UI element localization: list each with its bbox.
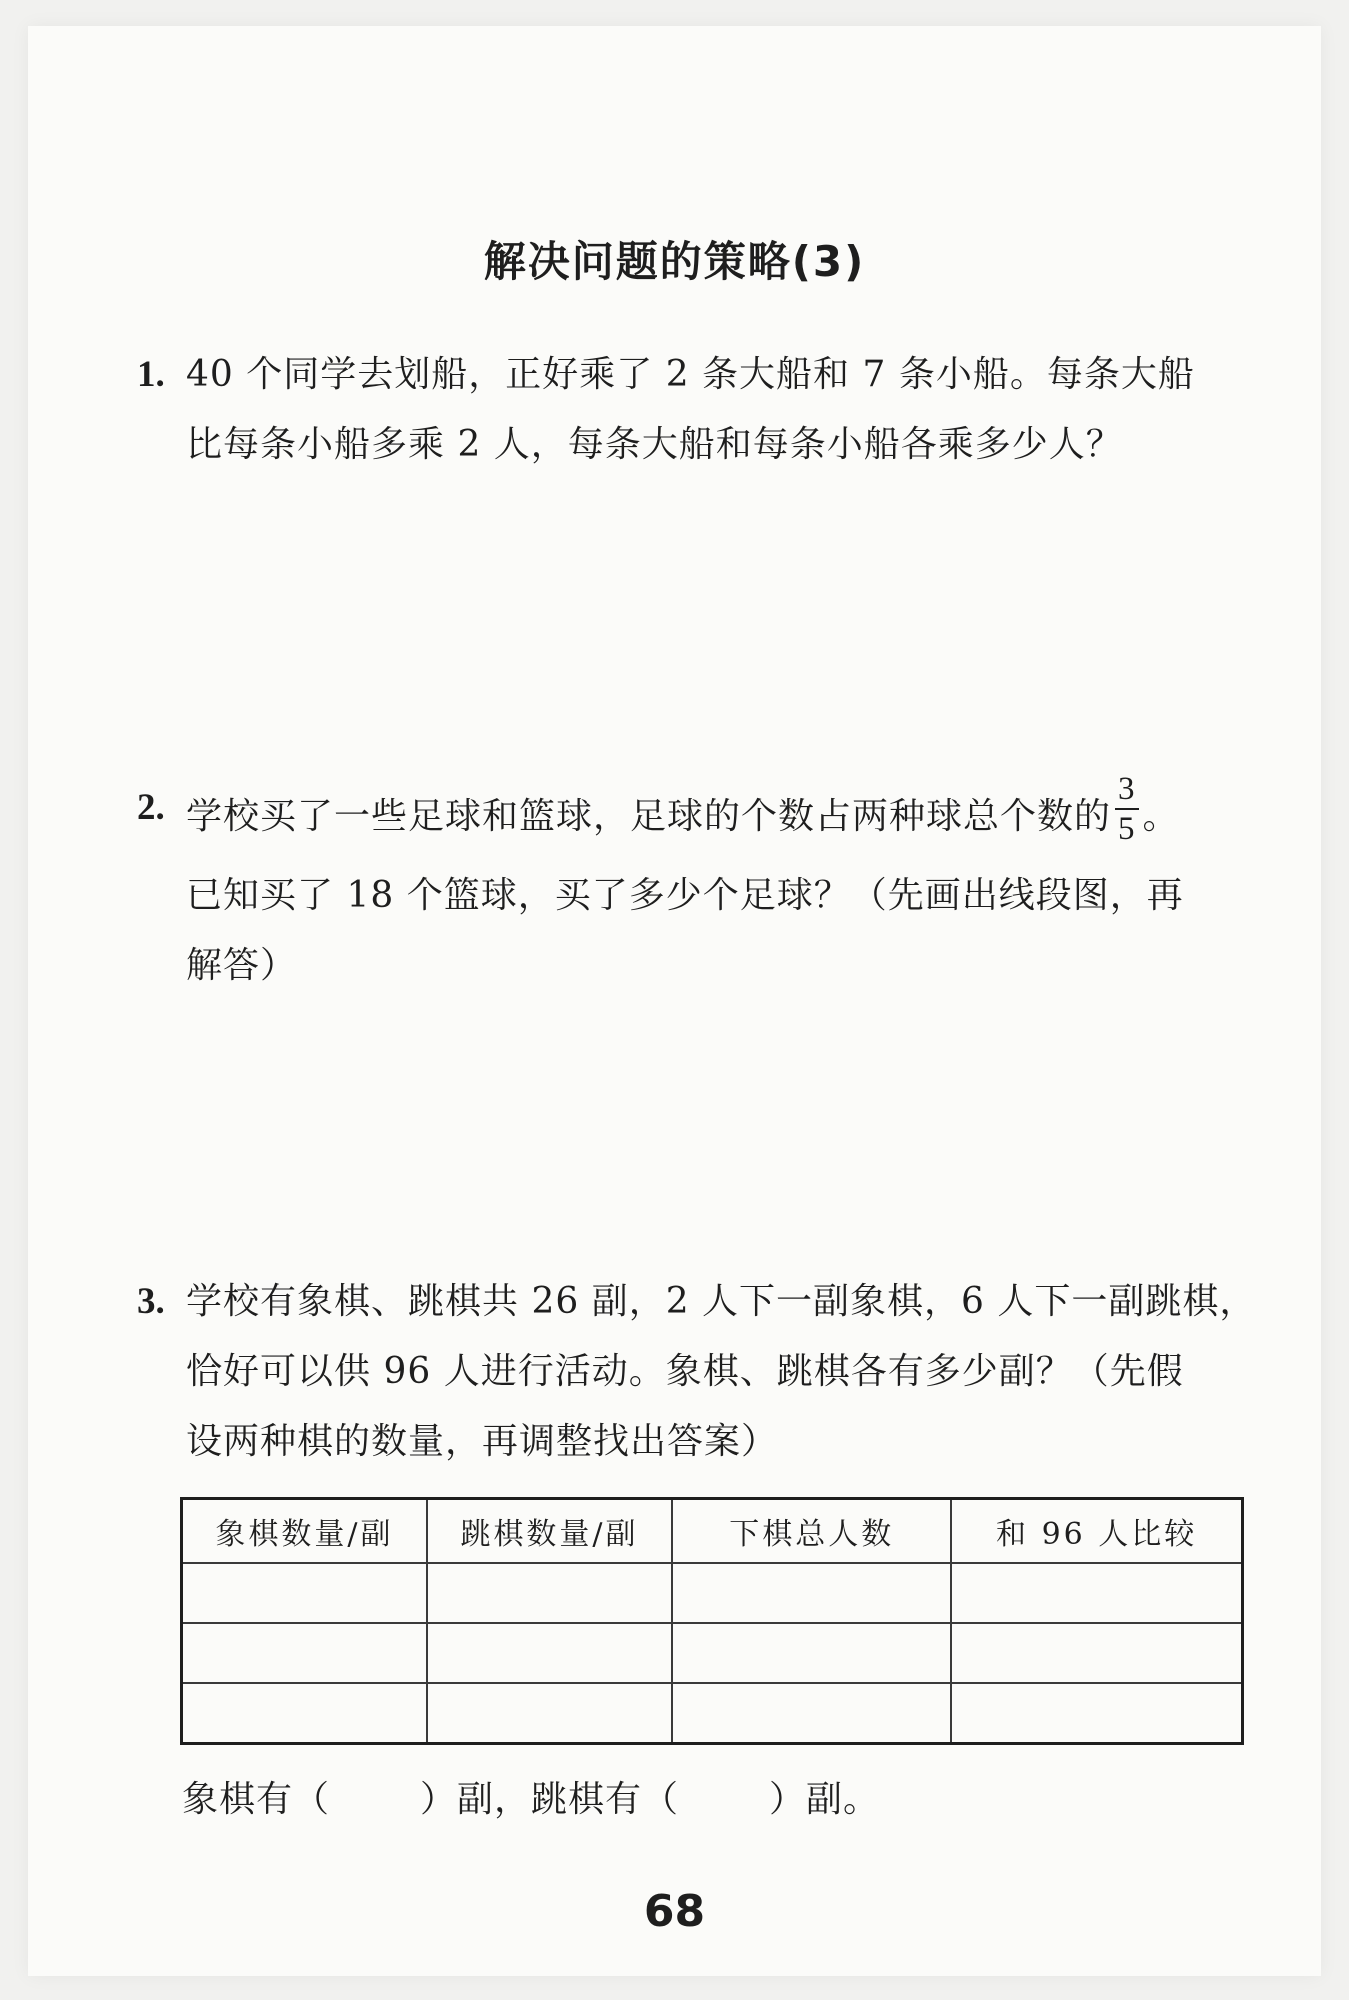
question-line: 学校有象棋、跳棋共 26 副，2 人下一副象棋，6 人下一副跳棋， (186, 1281, 1257, 1322)
table-row (182, 1623, 1243, 1683)
question-line: 解答） (186, 945, 298, 986)
table-header-cell: 跳棋数量/副 (427, 1499, 672, 1564)
question-text (186, 1267, 1257, 1477)
table-cell[interactable] (427, 1623, 672, 1683)
table-cell[interactable] (951, 1623, 1242, 1683)
fraction-denominator: 5 (1118, 811, 1136, 847)
question-line: 比每条小船多乘 2 人，每条大船和每条小船各乘多少人？ (186, 424, 1123, 465)
table-row (182, 1683, 1243, 1744)
question-line: 恰好可以供 96 人进行活动。象棋、跳棋各有多少副？（先假 (186, 1351, 1184, 1392)
page-number: 68 (643, 1886, 706, 1937)
question-number: 3. (137, 1281, 165, 1322)
table-cell[interactable] (427, 1683, 672, 1744)
table-header-cell: 和 96 人比较 (951, 1499, 1242, 1564)
question-line: 设两种棋的数量，再调整找出答案） (186, 1421, 779, 1462)
table-cell[interactable] (951, 1563, 1242, 1623)
answer-table (180, 1497, 1244, 1745)
answer-text: ）副，跳棋有（ (420, 1779, 680, 1820)
question-line (186, 773, 1251, 861)
page-title: 解决问题的策略(3) (483, 237, 866, 286)
table-header-cell: 象棋数量/副 (182, 1499, 427, 1564)
question-line: 40 个同学去划船，正好乘了 2 条大船和 7 条小船。每条大船 (186, 354, 1195, 395)
question-number: 2. (137, 787, 165, 828)
question-line: 已知买了 18 个篮球，买了多少个足球？（先画出线段图，再 (186, 875, 1184, 916)
question-line-start: 学校买了一些足球和篮球，足球的个数占两种球总个数的 (186, 796, 1112, 837)
table-header-row (182, 1499, 1243, 1564)
fraction-numerator: 3 (1115, 770, 1139, 810)
answer-text: ）副。 (769, 1779, 881, 1820)
table-header-cell: 下棋总人数 (672, 1499, 951, 1564)
table-cell[interactable] (182, 1623, 427, 1683)
table-cell[interactable] (672, 1623, 951, 1683)
question-number: 1. (137, 354, 165, 395)
question-text (186, 340, 1251, 480)
answer-sentence (182, 1770, 880, 1830)
table-cell[interactable] (672, 1563, 951, 1623)
table-cell[interactable] (951, 1683, 1242, 1744)
question-line-end: 。 (1142, 796, 1180, 837)
table-cell[interactable] (427, 1563, 672, 1623)
fraction (1115, 770, 1139, 848)
table-cell[interactable] (672, 1683, 951, 1744)
table-cell[interactable] (182, 1683, 427, 1744)
table-row (182, 1563, 1243, 1623)
answer-text: 象棋有（ (182, 1779, 331, 1820)
table-cell[interactable] (182, 1563, 427, 1623)
question-text (186, 773, 1251, 1001)
